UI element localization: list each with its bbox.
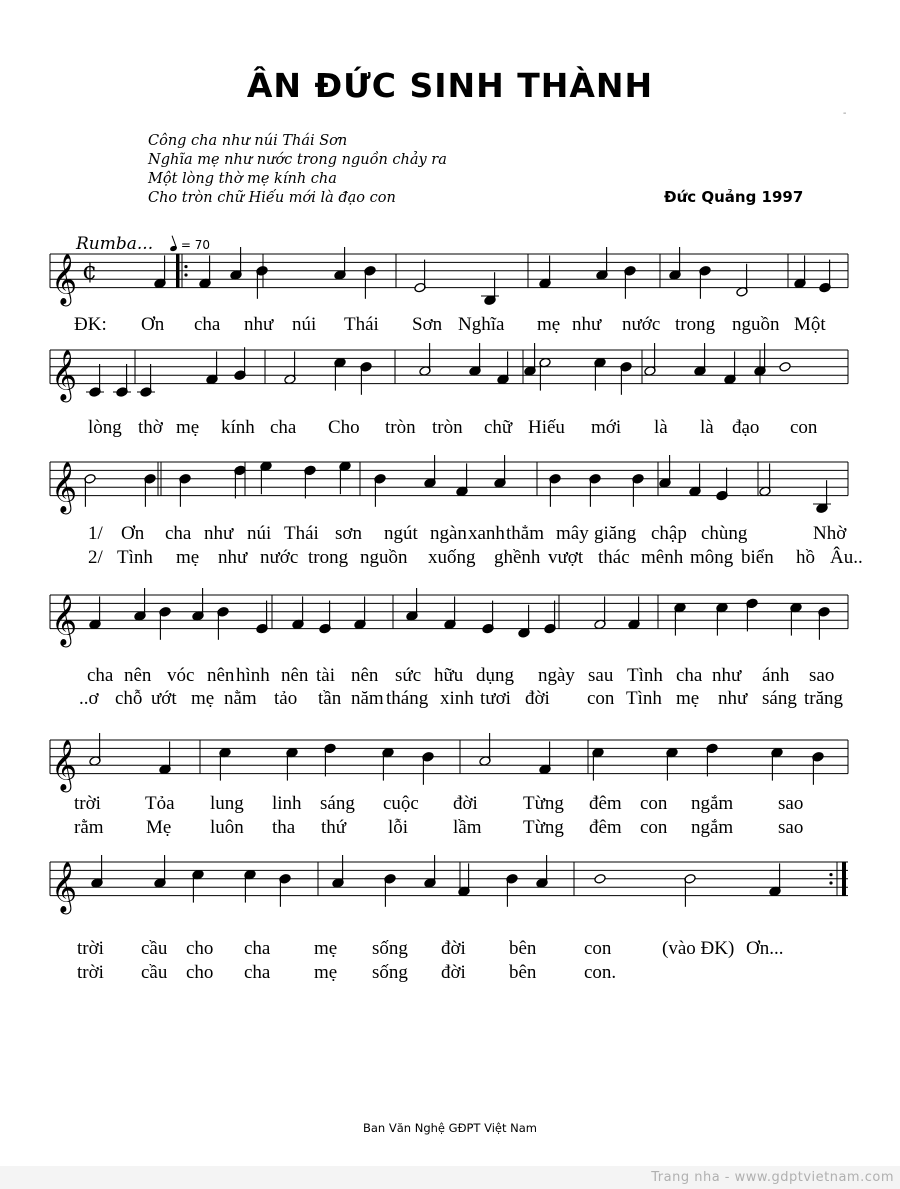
site-watermark: Trang nha - www.gdptvietnam.com (651, 1170, 894, 1185)
lyric-syllable: là (700, 417, 714, 438)
lyric-syllable: mây (556, 523, 589, 544)
lyric-syllable: tần (318, 688, 342, 709)
lyric-syllable: Tình (627, 665, 663, 686)
notehead (779, 361, 791, 372)
lyric-syllable: mẹ (176, 547, 200, 568)
lyric-syllable: ngày (538, 665, 575, 686)
lyric-syllable: cho (186, 962, 214, 983)
lyric-syllable: trong (675, 314, 716, 335)
lyric-syllable: ngắm (691, 793, 734, 814)
lyric-syllable: Sơn (412, 314, 443, 335)
lyric-syllable: sống (372, 962, 408, 983)
lyric-syllable: dụng (476, 665, 514, 686)
lyric-syllable: sau (588, 665, 614, 686)
lyric-syllable: đời (441, 938, 466, 959)
lyric-syllable: như (572, 314, 602, 335)
lyric-syllable: sáng (320, 793, 355, 814)
lyric-syllable: trong (308, 547, 349, 568)
lyric-syllable: chữ (484, 417, 513, 438)
lyric-syllable: nguồn (360, 547, 408, 568)
lyric-syllable: bên (509, 938, 537, 959)
lyric-syllable: nên (124, 665, 152, 686)
lyric-syllable: 2/ (88, 547, 103, 568)
lyric-syllable: con (790, 417, 818, 438)
notehead (594, 873, 606, 884)
lyric-syllable: cha (87, 665, 114, 686)
lyric-syllable: cầu (141, 938, 168, 959)
lyric-syllable: Ơn (121, 523, 145, 544)
treble-clef-icon: 𝄞 (51, 594, 78, 646)
tempo-marking: Rumba... (76, 234, 154, 254)
lyric-syllable: ướt (151, 688, 177, 709)
treble-clef-icon: 𝄞 (51, 861, 78, 913)
lyric-syllable: bên (509, 962, 537, 983)
lyric-syllable: con. (584, 962, 617, 983)
lyric-syllable: Thái (344, 314, 379, 335)
lyric-syllable: mẹ (537, 314, 561, 335)
lyric-syllable: như (244, 314, 274, 335)
lyric-syllable: lỗi (388, 817, 409, 838)
lyric-syllable: trăng (804, 688, 844, 709)
lyric-syllable: tha (272, 817, 296, 838)
lyric-syllable: Tình (117, 547, 153, 568)
lyric-syllable: xinh (440, 688, 474, 709)
lyric-syllable: Mẹ (146, 817, 172, 838)
lyric-syllable: hồ (796, 547, 815, 568)
lyric-syllable: Từng (523, 817, 564, 838)
lyric-syllable: Từng (523, 793, 564, 814)
lyric-syllable: cha (270, 417, 297, 438)
lyric-syllable: Thái (284, 523, 319, 544)
lyric-syllable: lầm (453, 817, 482, 838)
lyric-syllable: con (587, 688, 615, 709)
lyric-syllable: lòng (88, 417, 122, 438)
lyric-syllable: ánh (762, 665, 790, 686)
lyric-syllable: sức (395, 665, 422, 686)
lyric-syllable: biển (741, 547, 774, 568)
poem-line: Nghĩa mẹ như nước trong nguồn chảy ra (148, 152, 447, 168)
lyric-syllable: mẹ (176, 417, 200, 438)
lyric-syllable: ngắm (691, 817, 734, 838)
lyric-syllable: đêm (589, 793, 622, 814)
lyric-syllable: núi (247, 523, 272, 544)
lyric-syllable: con (584, 938, 612, 959)
lyric-syllable: núi (292, 314, 317, 335)
lyric-syllable: chập (651, 523, 687, 544)
lyric-syllable: Một (794, 314, 826, 335)
lyric-syllable: mẹ (314, 962, 338, 983)
lyric-syllable: (vào ĐK) (662, 938, 735, 959)
treble-clef-icon: 𝄞 (51, 253, 78, 305)
repeat-thick-bar (176, 254, 180, 288)
lyric-syllable: ĐK: (74, 314, 107, 335)
cut-time-icon: ¢ (82, 257, 98, 286)
lyric-syllable: sống (372, 938, 408, 959)
lyric-syllable: thác (598, 547, 630, 568)
composer-credit: Đức Quảng 1997 (664, 188, 804, 206)
lyric-syllable: con (640, 817, 668, 838)
treble-clef-icon: 𝄞 (51, 739, 78, 791)
lyric-syllable: linh (272, 793, 302, 814)
lyric-syllable: ..ơ (79, 688, 99, 709)
lyric-syllable: Tỏa (145, 793, 175, 814)
lyric-syllable: mẹ (191, 688, 215, 709)
lyric-syllable: sáng (762, 688, 797, 709)
lyric-syllable: đời (453, 793, 478, 814)
lyric-syllable: hình (236, 665, 270, 686)
song-title: ÂN ĐỨC SINH THÀNH (246, 66, 654, 105)
repeat-dot (829, 881, 832, 884)
lyric-syllable: cầu (141, 962, 168, 983)
lyric-syllable: nguồn (732, 314, 780, 335)
lyric-syllable: như (712, 665, 742, 686)
lyric-syllable: thứ (321, 817, 347, 838)
lyric-syllable: nước (622, 314, 661, 335)
repeat-dot (829, 873, 832, 876)
lyric-syllable: sao (778, 793, 804, 814)
lyric-syllable: cho (186, 938, 214, 959)
lyric-syllable: năm (351, 688, 384, 709)
lyric-syllable: nằm (224, 688, 257, 709)
lyric-syllable: mênh (641, 547, 684, 568)
lyric-syllable: nên (351, 665, 379, 686)
lyric-syllable: như (218, 547, 248, 568)
lyric-syllable: sơn (335, 523, 362, 544)
lyric-syllable: trời (77, 962, 104, 983)
lyric-syllable: tài (316, 665, 335, 686)
lyric-syllable: hữu (434, 665, 464, 686)
lyric-syllable: đạo (732, 417, 760, 438)
lyric-syllable: vóc (167, 665, 195, 686)
lyric-syllable: đời (441, 962, 466, 983)
lyric-syllable: tròn (385, 417, 416, 438)
lyric-syllable: nên (207, 665, 235, 686)
poem-line: Công cha như núi Thái Sơn (148, 133, 348, 149)
lyric-syllable: cha (676, 665, 703, 686)
lyric-syllable: ghềnh (494, 547, 541, 568)
lyric-syllable: tháng (386, 688, 429, 709)
lyric-syllable: Ơn (141, 314, 165, 335)
lyric-syllable: nước (260, 547, 299, 568)
lyric-syllable: mới (591, 417, 622, 438)
publisher-footer: Ban Văn Nghệ GĐPT Việt Nam (363, 1121, 537, 1135)
lyric-syllable: tảo (274, 688, 298, 709)
poem-line: Một lòng thờ mẹ kính cha (148, 171, 337, 187)
lyric-syllable: tươi (480, 688, 511, 709)
lyric-syllable: cha (244, 962, 271, 983)
lyric-syllable: luôn (210, 817, 244, 838)
lyric-syllable: cha (244, 938, 271, 959)
treble-clef-icon: 𝄞 (51, 461, 78, 513)
lyric-syllable: cha (194, 314, 221, 335)
lyric-syllable: Hiếu (528, 417, 565, 438)
lyric-syllable: mẹ (676, 688, 700, 709)
repeat-dot (184, 265, 187, 268)
lyric-syllable: 1/ (88, 523, 103, 544)
lyric-syllable: sao (809, 665, 835, 686)
lyric-syllable: vượt (548, 547, 584, 568)
lyric-syllable: tròn (432, 417, 463, 438)
lyric-syllable: ngàn (430, 523, 467, 544)
lyric-syllable: Ơn... (746, 938, 784, 959)
corner-mark: - (843, 108, 847, 119)
poem-line: Cho tròn chữ Hiếu mới là đạo con (148, 190, 396, 206)
lyric-syllable: cha (165, 523, 192, 544)
lyric-syllable: là (654, 417, 668, 438)
treble-clef-icon: 𝄞 (51, 349, 78, 401)
lyric-syllable: trời (77, 938, 104, 959)
lyric-syllable: Tình (626, 688, 662, 709)
lyric-syllable: mông (690, 547, 734, 568)
metronome-value: = 70 (180, 238, 210, 252)
lyric-syllable: chỗ (115, 688, 143, 709)
lyric-syllable: như (718, 688, 748, 709)
lyric-syllable: xanh (468, 523, 505, 544)
lyric-syllable: xuống (428, 547, 476, 568)
lyric-syllable: Nhờ (813, 523, 847, 544)
lyric-syllable: Cho (328, 417, 360, 438)
lyric-syllable: ngút (384, 523, 418, 544)
lyric-syllable: kính (221, 417, 255, 438)
final-thick-bar (842, 862, 846, 896)
lyric-syllable: Nghĩa (458, 314, 505, 335)
lyric-syllable: cuộc (383, 793, 419, 814)
lyric-syllable: giăng (594, 523, 637, 544)
lyric-syllable: con (640, 793, 668, 814)
lyric-syllable: lung (210, 793, 244, 814)
lyric-syllable: rằm (74, 817, 104, 838)
lyric-syllable: mẹ (314, 938, 338, 959)
lyric-syllable: đời (525, 688, 550, 709)
lyric-syllable: như (204, 523, 234, 544)
lyric-syllable: đêm (589, 817, 622, 838)
lyric-syllable: nên (281, 665, 309, 686)
lyric-syllable: thờ (138, 417, 163, 438)
repeat-dot (184, 273, 187, 276)
lyric-syllable: thẳm (506, 523, 544, 544)
lyric-syllable: chùng (701, 523, 748, 544)
lyric-syllable: trời (74, 793, 101, 814)
lyric-syllable: Âu.. (830, 547, 863, 568)
lyric-syllable: sao (778, 817, 804, 838)
